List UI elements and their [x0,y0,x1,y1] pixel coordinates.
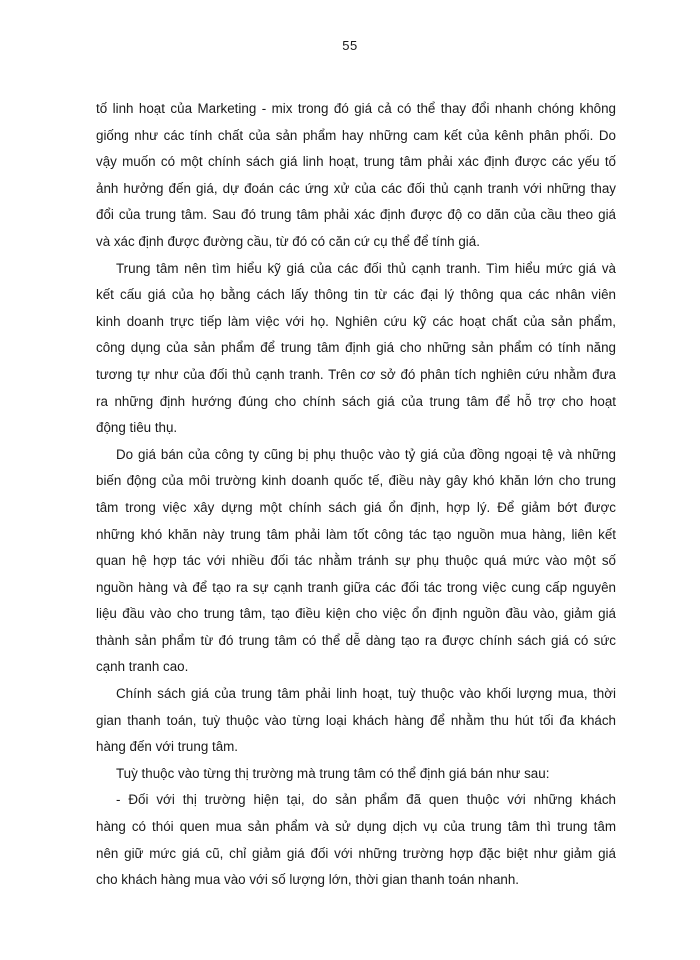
text-line: gian thanh toán, tuỳ thuộc vào từng loại khách hàng để nhằm thu hút tối đa khách [96,712,616,728]
text-line: và xác định được đường cầu, từ đó có căn cứ cụ thể để tính giá. [96,233,480,249]
text-line: tương tự như của đối thủ cạnh tranh. Trên cơ sở đó phân tích nghiên cứu nhằm đưa [96,366,616,382]
text-line: cạnh tranh cao. [96,659,189,675]
text-line: đổi của trung tâm. Sau đó trung tâm phải xác định được độ co dãn của cầu theo giá [96,207,616,223]
page-number: 55 [342,38,358,53]
text-line: kết cấu giá của họ bằng cách lấy thông tin từ các đại lý thông qua các nhân viên [96,287,616,303]
text-line: hàng có thói quen mua sản phẩm và sử dụng dịch vụ của trung tâm thì trung tâm [96,819,616,835]
text-line: động tiêu thụ. [96,420,178,436]
text-line: những khó khăn này trung tâm phải làm tốt công tác tạo nguồn mua hàng, liên kết [96,526,616,542]
text-line: ra những định hướng đúng cho chính sách giá của trung tâm để hỗ trợ cho hoạt [96,393,616,409]
text-line: cho khách hàng mua vào với số lượng lớn, thời gian thanh toán nhanh. [96,872,520,888]
text-line: Trung tâm nên tìm hiểu kỹ giá của các đối thủ cạnh tranh. Tìm hiểu mức giá và [116,260,616,276]
text-line: nên giữ mức giá cũ, chỉ giảm giá đối với những trường hợp đặc biệt như giảm giá [96,845,616,861]
text-line: giống như các tính chất của sản phẩm hay những cam kết của kênh phân phối. Do [96,127,616,143]
body-text [96,96,616,894]
text-line: - Đối với thị trường hiện tại, do sản phẩm đã quen thuộc với những khách [116,792,616,808]
text-line: tố linh hoạt của Marketing - mix trong đó giá cả có thể thay đổi nhanh chóng không [96,101,616,116]
text-line: Do giá bán của công ty cũng bị phụ thuộc vào tỷ giá của đồng ngoại tệ và những [116,446,616,462]
text-line: thành sản phẩm từ đó trung tâm có thể dễ dàng tạo ra được chính sách giá có sức [96,632,616,648]
text-line: quan hệ hợp tác với nhiều đối tác nhằm tránh sự phụ thuộc quá mức vào một số [96,553,616,569]
text-line: kinh doanh trực tiếp làm việc với họ. Nghiên cứu kỹ các hoạt chất của sản phẩm, [96,313,616,329]
text-line: nguồn hàng và để tạo ra sự cạnh tranh giữa các đối tác trong việc cung cấp nguyên [96,579,616,595]
text-line: Chính sách giá của trung tâm phải linh hoạt, tuỳ thuộc vào khối lượng mua, thời [116,686,616,702]
text-line: liệu đầu vào cho trung tâm, tạo điều kiện cho việc ổn định nguồn đầu vào, giảm giá [96,606,616,622]
text-line: Tuỳ thuộc vào từng thị trường mà trung tâm có thể định giá bán như sau: [116,765,550,781]
text-line: ảnh hưởng đến giá, dự đoán các ứng xử của các đối thủ cạnh tranh với những thay [96,180,616,196]
text-line: công dụng của sản phẩm để trung tâm định giá cho những sản phẩm có tính năng [96,340,616,356]
text-line: biến động của môi trường kinh doanh quốc tế, điều này gây khó khăn lớn cho trung [96,473,616,489]
text-line: hàng đến với trung tâm. [96,739,239,755]
text-line: vậy muốn có một chính sách giá linh hoạt, trung tâm phải xác định được các yếu tố [96,154,616,170]
text-line: tâm trong việc xây dựng một chính sách giá ổn định, hợp lý. Để giảm bớt được [96,499,616,515]
